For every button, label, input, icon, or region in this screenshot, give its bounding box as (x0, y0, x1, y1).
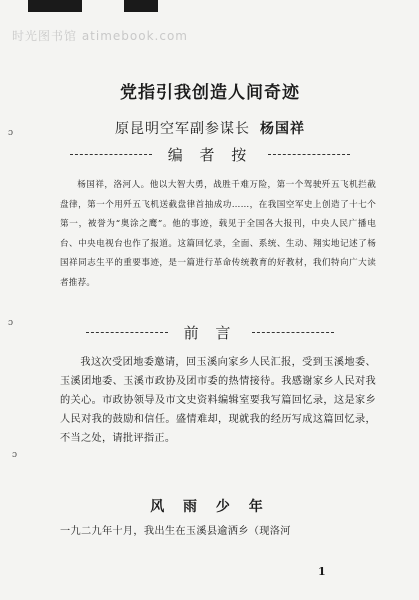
preface-body (60, 353, 376, 448)
editor-note-heading-label: 编 者 按 (167, 145, 253, 164)
preface-heading (60, 322, 360, 342)
editor-note-text: 杨国祥，洛河人。他以大智大勇，战胜千难万险，第一个驾驶歼五飞机拦截盘律，第一个用歼五飞机送截盘律首抽成功……，在我国空军史上创造了十七个第一，被誉为“奥涂之鹰”。他的事迹，载见于全国各大报刊，中央人民广播电台、中央电视台也作了报道。这篇回忆录，全面、系统、生动、翔实地记述了杨国祥同志生平的重要事迹，是一篇进行革命传统教育的好教材，我们特向广大读者推荐。 (60, 180, 376, 288)
author-line (60, 118, 360, 138)
editor-note-heading (60, 144, 360, 164)
article-title: 党指引我创造人间奇迹 (120, 83, 300, 103)
preface-text: 我这次受团地委邀请，回玉溪向家乡人民汇报，受到玉溪地委、玉溪团地委、玉溪市政协及团市委的热情接待。我感谢家乡人民对我的关心。市政协领导及市文史资料编辑室要我写篇回忆录，这是家乡人民对我的鼓励和信任。盛情难却，现就我的经历写成这篇回忆录，不当之处，请批评指正。 (60, 357, 376, 444)
preface-heading-label: 前 言 (183, 323, 237, 342)
top-edge-bar (0, 0, 419, 14)
author-role: 原昆明空军副参谋长 (115, 121, 250, 137)
top-edge-mark-left (28, 0, 82, 12)
heading-dash-left (86, 332, 168, 333)
watermark: 时光图书馆 atimebook.com (12, 29, 188, 43)
heading-dash-left (70, 154, 152, 155)
chapter-heading: 风 雨 少 年 (150, 499, 270, 515)
chapter-first-line: 一九二九年十月，我出生在玉溪县逾洒乡（现洛河 (60, 526, 291, 537)
margin-mark-middle: ɔ (8, 318, 14, 328)
heading-dash-right (252, 332, 334, 333)
margin-mark-top: ɔ (8, 128, 14, 138)
top-edge-mark-right (124, 0, 158, 12)
margin-mark-lower: ɔ (12, 450, 18, 460)
heading-dash-right (268, 154, 350, 155)
editor-note (60, 176, 376, 293)
page-number: 1 (318, 565, 326, 578)
author-name: 杨国祥 (260, 121, 305, 137)
